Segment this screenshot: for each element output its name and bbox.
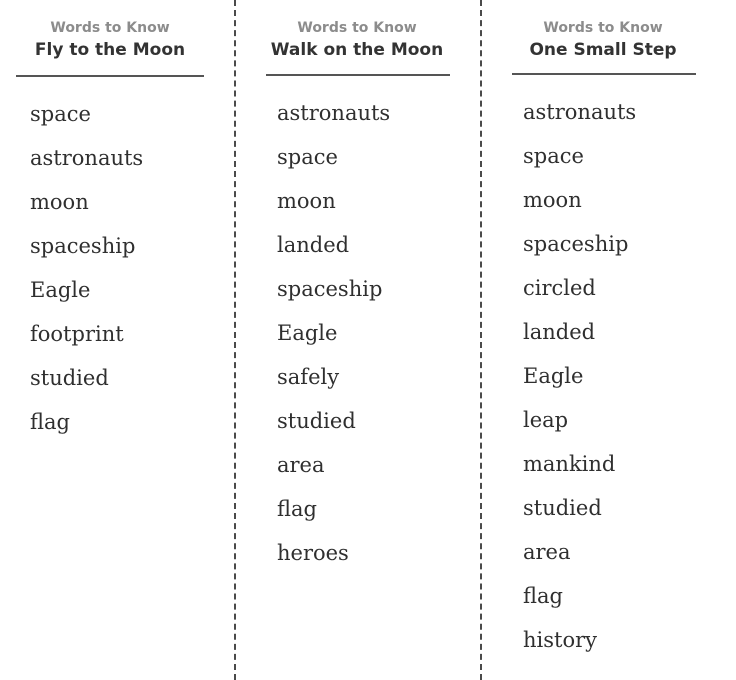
list-item: spaceship: [30, 234, 136, 258]
column-header: [262, 20, 452, 61]
list-item: moon: [523, 188, 582, 212]
list-item: astronauts: [277, 101, 391, 125]
list-item: Eagle: [523, 364, 584, 388]
list-item: studied: [30, 366, 109, 390]
list-item: astronauts: [523, 100, 637, 124]
list-item: leap: [523, 408, 569, 432]
word-list: [277, 101, 390, 585]
words-to-know-label: Words to Know: [50, 20, 170, 36]
header-rule: [16, 75, 204, 77]
list-item: mankind: [523, 452, 616, 476]
list-item: studied: [523, 496, 602, 520]
column-divider-2: [480, 0, 482, 680]
list-item: Eagle: [277, 321, 338, 345]
word-list: [523, 100, 636, 672]
words-to-know-label: Words to Know: [543, 20, 663, 36]
list-item: spaceship: [523, 232, 629, 256]
list-item: flag: [30, 410, 70, 434]
header-rule: [266, 74, 450, 76]
word-list: [30, 102, 143, 454]
list-item: landed: [523, 320, 596, 344]
column-title: Walk on the Moon: [270, 40, 444, 60]
list-item: spaceship: [277, 277, 383, 301]
list-item: studied: [277, 409, 356, 433]
column-divider-1: [234, 0, 236, 680]
list-item: area: [523, 540, 571, 564]
list-item: footprint: [30, 322, 124, 346]
list-item: space: [30, 102, 91, 126]
column-header: [508, 20, 698, 61]
header-rule: [512, 73, 696, 75]
list-item: landed: [277, 233, 350, 257]
list-item: Eagle: [30, 278, 91, 302]
column-header: [16, 20, 204, 61]
list-item: space: [523, 144, 584, 168]
list-item: space: [277, 145, 338, 169]
words-to-know-label: Words to Know: [297, 20, 417, 36]
list-item: history: [523, 628, 598, 652]
column-title: One Small Step: [529, 40, 677, 60]
list-item: moon: [30, 190, 89, 214]
list-item: area: [277, 453, 325, 477]
list-item: flag: [523, 584, 563, 608]
list-item: circled: [523, 276, 596, 300]
list-item: astronauts: [30, 146, 144, 170]
list-item: safely: [277, 365, 340, 389]
column-title: Fly to the Moon: [34, 40, 186, 60]
list-item: flag: [277, 497, 317, 521]
list-item: moon: [277, 189, 336, 213]
list-item: heroes: [277, 541, 349, 565]
